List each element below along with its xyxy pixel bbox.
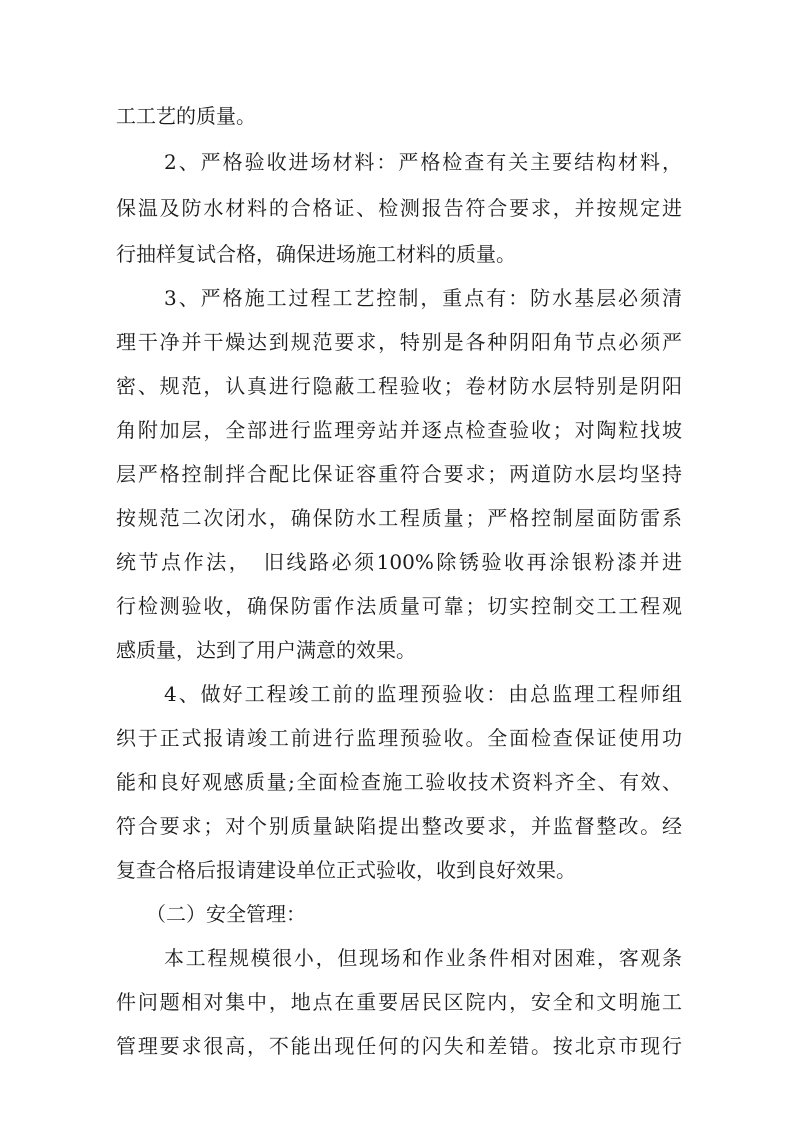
text-line-14: 4、做好工程竣工前的监理预验收：由总监理工程师组 <box>164 682 682 706</box>
text-line-6: 理干净并干燥达到规范要求，特别是各种阴阳角节点必须严 <box>116 330 682 354</box>
text-line-7: 密、规范，认真进行隐蔽工程验收；卷材防水层特别是阴阳 <box>116 374 682 398</box>
text-line-22: 管理要求很高，不能出现任何的闪失和差错。按北京市现行 <box>116 1034 682 1058</box>
text-line-1: 工工艺的质量。 <box>116 104 256 128</box>
text-line-17: 符合要求；对个别质量缺陷提出整改要求，并监督整改。经 <box>116 814 682 838</box>
section-heading: （二）安全管理： <box>146 902 306 926</box>
text-line-18: 复查合格后报请建设单位正式验收，收到良好效果。 <box>116 858 576 882</box>
text-line-13: 感质量，达到了用户满意的效果。 <box>116 638 416 662</box>
text-line-10: 按规范二次闭水，确保防水工程质量；严格控制屋面防雷系 <box>116 506 682 530</box>
text-line-2: 2、严格验收进场材料：严格检查有关主要结构材料， <box>164 150 682 174</box>
text-line-16: 能和良好观感质量;全面检查施工验收技术资料齐全、有效、 <box>116 770 682 794</box>
text-line-11: 统节点作法， 旧线路必须100%除锈验收再涂银粉漆并进 <box>116 550 682 574</box>
text-line-3: 保温及防水材料的合格证、检测报告符合要求，并按规定进 <box>116 196 682 220</box>
text-line-9: 层严格控制拌合配比保证容重符合要求；两道防水层均坚持 <box>116 462 682 486</box>
text-line-15: 织于正式报请竣工前进行监理预验收。全面检查保证使用功 <box>116 726 682 750</box>
text-line-8: 角附加层，全部进行监理旁站并逐点检查验收；对陶粒找坡 <box>116 418 682 442</box>
text-line-20: 本工程规模很小，但现场和作业条件相对困难，客观条 <box>164 946 682 970</box>
text-line-21: 件问题相对集中，地点在重要居民区院内，安全和文明施工 <box>116 990 682 1014</box>
text-line-12: 行检测验收，确保防雷作法质量可靠；切实控制交工工程观 <box>116 594 682 618</box>
text-line-5: 3、严格施工过程工艺控制，重点有：防水基层必须清 <box>164 286 682 310</box>
text-line-4: 行抽样复试合格，确保进场施工材料的质量。 <box>116 242 516 266</box>
